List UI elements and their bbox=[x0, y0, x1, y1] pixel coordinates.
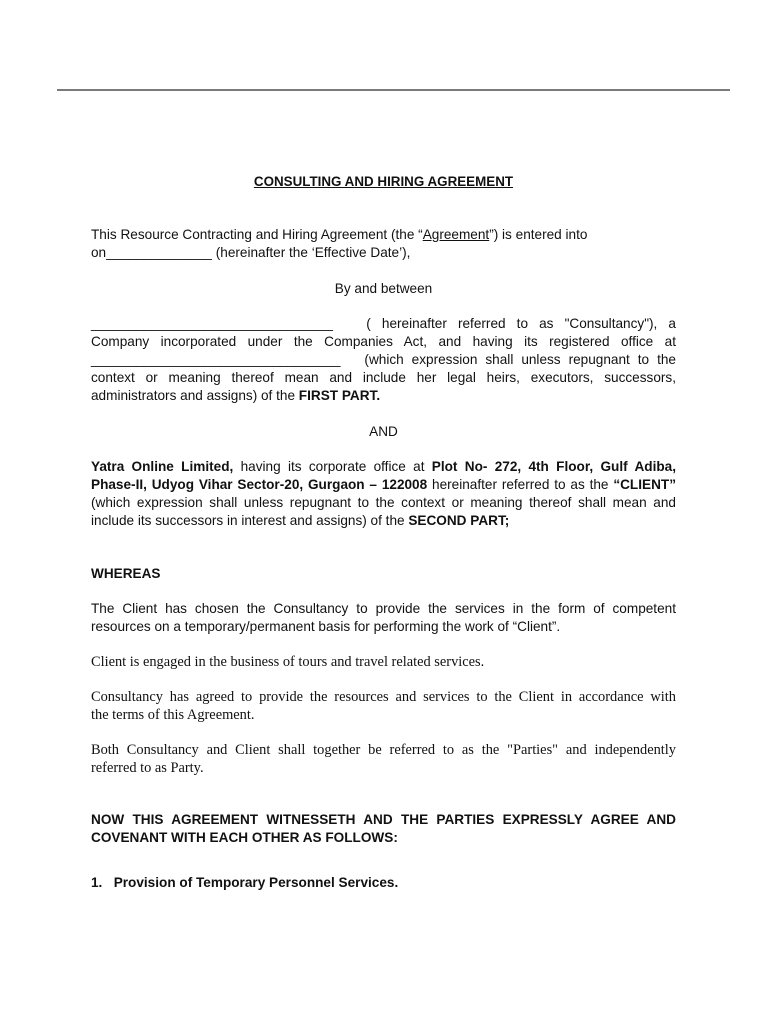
intro-line-1: This Resource Contracting and Hiring Agreement (the “Agreement”) is entered into bbox=[91, 227, 588, 242]
client-name: Yatra Online Limited, bbox=[91, 459, 234, 474]
whereas-recital-1: The Client has chosen the Consultancy to provide the services in the form of competent resources on a temporary/permanent basis for performing the work of “Client”. bbox=[91, 601, 676, 634]
second-party-line-2: Phase-II, Udyog Vihar Sector-20, Gurgaon – 122008 hereinafter referred to as the “CLIENT” bbox=[91, 477, 676, 492]
intro-paragraph bbox=[91, 226, 676, 262]
whereas-recital-2: Client is engaged in the business of tours and travel related services. bbox=[91, 654, 485, 670]
first-party-paragraph bbox=[91, 315, 676, 405]
whereas-recital-4: Both Consultancy and Client shall together be referred to as the "Parties" and independently referred to as Party. bbox=[91, 742, 676, 776]
section-1-heading bbox=[91, 874, 676, 892]
second-party-paragraph bbox=[91, 458, 676, 530]
header-rule bbox=[57, 89, 730, 91]
whereas-recital-3: Consultancy has agreed to provide the resources and services to the Client in accordance with the terms of this Agreement. bbox=[91, 689, 676, 723]
first-party-line-3: _________________________________ (which expression shall unless repugnant to the bbox=[91, 352, 676, 367]
first-party-line-4: context or meaning thereof mean and include her legal heirs, executors, successors, bbox=[91, 370, 676, 385]
second-party-line-1: Yatra Online Limited, having its corporate office at Plot No- 272, 4th Floor, Gulf Adiba, bbox=[91, 459, 676, 474]
witnesseth-clause: NOW THIS AGREEMENT WITNESSETH AND THE PARTIES EXPRESSLY AGREE AND COVENANT WITH EACH OTHER AS FOLLOWS: bbox=[91, 812, 676, 845]
section-1-number: 1. bbox=[91, 875, 103, 890]
first-party-line-2: Company incorporated under the Companies Act, and having its registered office at bbox=[91, 334, 676, 349]
agreement-term: Agreement bbox=[422, 227, 490, 242]
first-party-line-1: ________________________________ ( hereinafter referred to as "Consultancy"), a bbox=[91, 316, 676, 331]
second-party-line-3: (which expression shall unless repugnant to the context or meaning thereof shall mean and bbox=[91, 495, 676, 510]
agreement-title: CONSULTING AND HIRING AGREEMENT bbox=[253, 174, 514, 189]
and-separator: AND bbox=[369, 424, 398, 439]
by-and-between: By and between bbox=[334, 281, 433, 296]
first-party-line-5: administrators and assigns) of the FIRST PART. bbox=[91, 388, 381, 403]
second-party-line-4: include its successors in interest and assigns) of the SECOND PART; bbox=[91, 513, 510, 528]
whereas-heading: WHEREAS bbox=[91, 566, 161, 581]
section-1-title: Provision of Temporary Personnel Services. bbox=[113, 875, 399, 890]
intro-line-2: on______________ (hereinafter the ‘Effective Date’), bbox=[91, 245, 411, 260]
